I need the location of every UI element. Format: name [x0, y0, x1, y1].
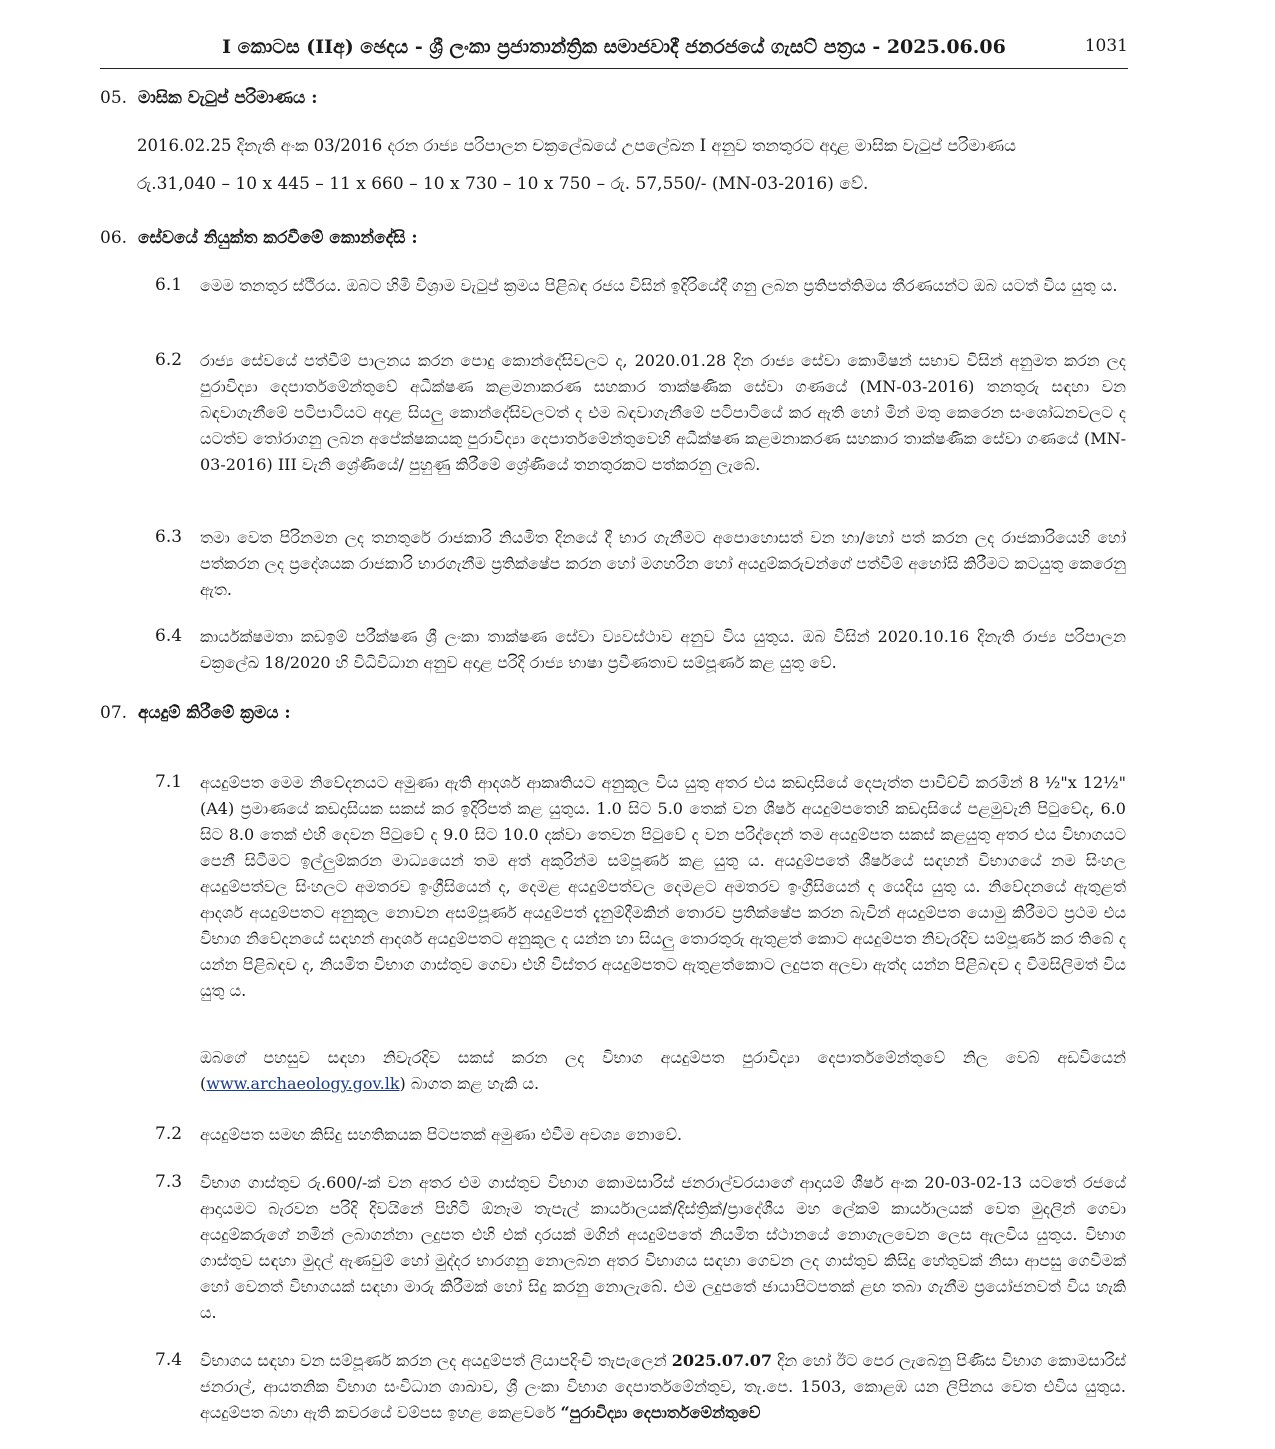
page-header — [100, 30, 1128, 69]
salary-line-1: 2016.02.25 දිනැති අංක 03/2016 දරන රාජ්‍ය පරිපාලන චක්‍රලේඛයේ උපලේඛන I අනුව තනතුරට අදාළ මාසික වැටුප් පරිමාණය — [137, 136, 1017, 155]
section-05-heading — [100, 88, 317, 108]
section-number: 06. — [100, 228, 128, 248]
item-number: 6.2 — [155, 350, 183, 370]
item-number: 7.1 — [155, 772, 183, 792]
item-text: අයදුම්පත සමඟ කිසිදු සහතිකයක පිටපතක් අමුණා එවීම අවශ්‍ය නොවේ. — [200, 1125, 683, 1144]
section-07-heading — [100, 703, 291, 723]
item-number: 7.2 — [155, 1124, 183, 1144]
item-number: 6.1 — [155, 275, 183, 295]
item-text: කාර්යක්ෂමතා කඩඉම් පරීක්ෂණ ශ්‍රී ලංකා තාක්ෂණ සේවා ව්‍යවස්ථාව අනුව විය යුතුය. ඔබ විසින් 2020.10.16 දිනැති රාජ්‍ය පරිපාලන චක්‍රලේඛ 18/2020 හි විධිවිධාන අනුව අදාළ පරිදි රාජ්‍ය භාෂා ප්‍රවීණතාව සම්පූර්ණ කළ යුතු වේ. — [200, 627, 1126, 672]
item-text: රාජ්‍ය සේවයේ පත්වීම් පාලනය කරන පොදු කොන්දේසිවලට ද, 2020.01.28 දින රාජ්‍ය සේවා කොමිෂන් සභාව විසින් අනුමත කරන ලද පුරාවිද්‍යා දෙපාර්තමේන්තුවේ අධීක්ෂණ කළමනාකරණ සහකාර තාක්ෂණික සේවා ගණයේ (MN-03-2016) තනතුරු සඳහා වන බඳවාගැනීමේ පටිපාටියට අදාළ සියලු කොන්දේසිවලටත් ද එම බඳවාගැනීමේ පටිපාටියේ කර ඇති හෝ මින් මතු කෙරෙන සංශෝධනවලට ද යටත්ව තෝරාගනු ලබන අපේක්ෂකයකු පුරාවිද්‍යා දෙපාර්තමේන්තුවෙහි අධීක්ෂණ කළමනාකරණ සහකාර තාක්ෂණික සේවා ගණයේ (MN-03-2016) III වැනි ශ්‍රේණියේ/ පුහුණු කිරීමේ ශ්‍රේණියේ තනතුරකට පත්කරනු ලැබේ. — [200, 351, 1126, 474]
website-link[interactable]: www.archaeology.gov.lk — [206, 1074, 400, 1093]
item-text: විභාග ගාස්තුව රු.600/-ක් වන අතර එම ගාස්තුව විභාග කොමසාරිස් ජනරාල්වරයාගේ ආදායම් ශීර්ෂ අංක 20-03-02-13 යටතේ රජයේ ආදායමට බැරවන පරිදි දිවයිනේ පිහිටි ඕනෑම තැපැල් කාර්යාලයක්/දිස්ත්‍රික්/ප්‍රාදේශීය මහ ලේකම් කාර්යාලයක් වෙත මුදලින් ගෙවා අයදුම්කරුගේ නමින් ලබාගන්නා ලදුපත එහි එක් දාරයක් මගින් අයදුම්පතේ නියමිත ස්ථානයේ නොගැලවෙන ලෙස ඇලවිය යුතුය. විභාග ගාස්තුව සඳහා මුදල් ඇණවුම් හෝ මුද්දර භාරගනු නොලබන අතර විභාගය සඳහා ගෙවන ලද ගාස්තුව කිසිදු හේතුවක් නිසා ආපසු ගෙවීමක් හෝ වෙනත් විභාගයක් සඳහා මාරු කිරීමක් හෝ සිදු කරනු නොලැබේ. එම ලදුපතේ ඡායාපිටපතක් ළඟ තබා ගැනීම ප්‍රයෝජනවත් විය හැකි ය. — [200, 1173, 1126, 1322]
salary-line-2: රු.31,040 – 10 x 445 – 11 x 660 – 10 x 730 – 10 x 750 – රු. 57,550/- (MN-03-2016) වේ. — [137, 174, 869, 194]
section-number: 07. — [100, 703, 128, 723]
section-05-body — [137, 126, 1127, 204]
section-title: සේවයේ නියුක්ත කරවීමේ කොන්දේසි : — [138, 228, 418, 248]
download-text: ඔබගේ පහසුව සඳහා නිවැරදිව සකස් කරන ලද විභාග අයදුම්පත පුරාවිද්‍යා දෙපාර්තමේන්තුවේ නිල වෙබ් අඩවියෙන් — [200, 1048, 1126, 1067]
envelope-quote: “පුරාවිද්‍යා දෙපාර්තමේන්තුවේ — [560, 1403, 761, 1422]
page-number: 1031 — [1084, 36, 1128, 56]
item-text — [200, 1348, 1126, 1426]
section-title: අයදුම් කිරීමේ ක්‍රමය : — [138, 703, 291, 723]
item-number: 6.4 — [155, 626, 183, 646]
paren: ( — [200, 1074, 207, 1093]
item-number: 7.3 — [155, 1172, 183, 1192]
section-number: 05. — [100, 88, 128, 108]
item-number: 7.4 — [155, 1350, 183, 1370]
item-number: 6.3 — [155, 527, 183, 547]
download-note — [200, 1045, 1126, 1097]
item-text-part: විභාගය සඳහා වන සම්පූර්ණ කරන ලද අයදුම්පත් ලියාපදිංචි තැපැලෙන් — [200, 1351, 667, 1370]
item-text-part: දින හෝ ඊට පෙර ලැබෙනු පිණිස විභාග කොමසාරිස් ජනරාල්, ආයතනික විභාග සංවිධාන ශාඛාව, ශ්‍රී ලංකා විභාග දෙපාර්තමේන්තුව, තැ.පෙ. 1503, කොළඹ යන ලිපිනය වෙත එවිය යුතුය. අයදුම්පත බහා ඇති කවරයේ වම්පස ඉහළ කෙළවරේ — [200, 1351, 1127, 1422]
section-06-heading — [100, 228, 418, 248]
item-text: මෙම තනතුර ස්ථිරය. ඔබට හිමි විශ්‍රාම වැටුප් ක්‍රමය පිළිබඳ රජය විසින් ඉදිරියේදී ගනු ලබන ප්‍රතිපත්තිමය තීරණයන්ට ඔබ යටත් විය යුතු ය. — [200, 276, 1118, 295]
item-text: තමා වෙත පිරිනමන ලද තනතුරේ රාජකාරි නියමිත දිනයේ දී භාර ගැනීමට අපොහොසත් වන හා/හෝ පත් කරන ලද රාජකාරියෙහි හෝ පත්කරන ලද ප්‍රදේශයක රාජකාරි භාරගැනීම ප්‍රතික්ෂේප කරන හෝ මගහරින හෝ අයදුම්කරුවන්ගේ පත්වීම් අහෝසි කිරීමට කටයුතු කෙරෙනු ඇත. — [200, 528, 1126, 599]
section-title: මාසික වැටුප් පරිමාණය : — [138, 88, 318, 108]
deadline-date: 2025.07.07 — [671, 1351, 772, 1370]
header-title: I කොටස (IIඅ) ඡෙදය - ශ්‍රී ලංකා ප්‍රජාතාන්ත්‍රික සමාජවාදී ජනරජයේ ගැසට් පත්‍රය - 2025.06.06 — [222, 36, 1006, 58]
item-text: අයදුම්පත මෙම නිවේදනයට අමුණා ඇති ආදර්ශ ආකෘතියට අනුකූල විය යුතු අතර එය කඩදාසියේ දෙපැත්ත පාවිච්චි කරමින් 8 ½"x 12½" (A4) ප්‍රමාණයේ කඩදාසියක සකස් කර ඉදිරිපත් කළ යුතුය. 1.0 සිට 5.0 තෙක් වන ශීර්ෂ අයදුම්පතෙහි කඩදාසියේ පළමුවැනි පිටුවේද, 6.0 සිට 8.0 තෙක් එහි දෙවන පිටුවේ ද 9.0 සිට 10.0 දක්වා තෙවන පිටුවේ ද වන පරිද්දෙන් තම අයදුම්පත සකස් කළයුතු අතර එය විභාගයට පෙනී සිටීමට ඉල්ලුම්කරන මාධ්‍යයෙන් තම අත් අකුරින්ම සම්පූර්ණ කළ යුතු ය. අයදුම්පතේ ශීර්ෂයේ සඳහන් විභාගයේ නම සිංහල අයදුම්පත්වල සිංහලට අමතරව ඉංග්‍රීසියෙන් ද, දෙමළ අයදුම්පත්වල දෙමළට අමතරව ඉංග්‍රීසියෙන් ද යෙදිය යුතු ය. නිවේදනයේ ඇතුළත් ආදර්ශ අයදුම්පතට අනුකූල නොවන අසම්පූර්ණ අයදුම්පත් දැනුම්දීමකින් තොරව ප්‍රතික්ෂේප කරන බැවින් අයදුම්පත යොමු කිරීමට ප්‍රථම එය විභාග නිවේදනයේ සඳහන් ආදර්ශ අයදුම්පතට අනුකූල ද යන්න හා සියලු තොරතුරු ඇතුළත් කොට අයදුම්පත නිවැරදිව සම්පූර්ණ කර තිබේ ද යන්න පිළිබඳව ද, නියමිත විභාග ගාස්තුව ගෙවා එහි විස්තර අයදුම්පතට ඇතුළත්කොට ලදුපත අලවා ඇත්ද යන්න පිළිබඳව ද විමසිලිමත් විය යුතු ය. — [200, 773, 1126, 1000]
download-text-end: ) බාගත කළ හැකි ය. — [399, 1074, 540, 1093]
